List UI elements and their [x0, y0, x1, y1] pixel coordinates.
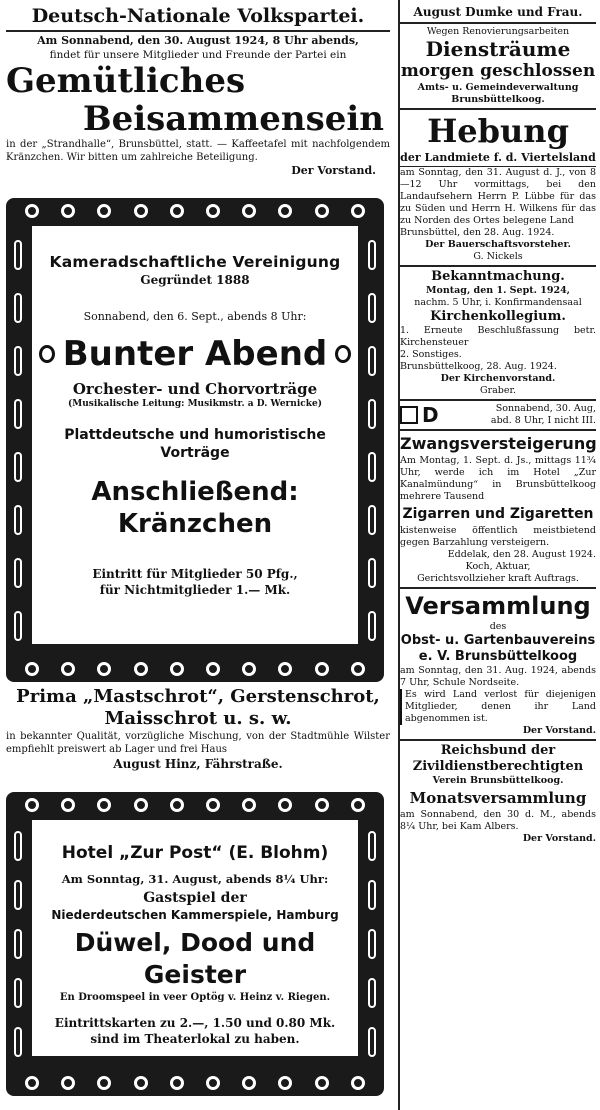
notice-signature: Koch, Aktuar, — [465, 561, 531, 572]
notice-line: nachm. 5 Uhr, i. Konfirmandensaal — [414, 297, 582, 308]
divider — [6, 30, 390, 32]
notice-item: 1. Erneute Beschlußfassung betr. Kirchensteuer — [400, 325, 596, 348]
ad-mastschrot — [6, 686, 390, 786]
notice-signature: Graber. — [479, 385, 516, 396]
notice-body: kistenweise öffentlich meistbietend gegen Barzahlung versteigern. — [400, 525, 596, 548]
ad-body: in der „Strandhalle“, Brunsbüttel, statt. — Kaffeetafel mit nachfolgendem Kränzchen. Wir bitten um zahlreiche Beteiligung. — [6, 139, 390, 163]
notice-hebung — [400, 112, 596, 263]
divider — [400, 739, 596, 741]
notice-line: Montag, den 1. Sept. 1924, — [426, 285, 570, 296]
notice-subheadline: e. V. Brunsbüttelkoog — [418, 649, 578, 664]
ornament-right — [365, 822, 379, 1066]
divider — [400, 429, 596, 431]
notice-d — [400, 403, 596, 427]
right-column — [400, 4, 596, 1106]
notice-line: abd. 8 Uhr, I nicht III. — [490, 415, 596, 426]
ad-kameradschaft — [30, 224, 360, 646]
notice-signature: Der Bauerschaftsvorsteher. — [425, 239, 571, 250]
ornament-bottom — [14, 1075, 376, 1091]
ad-subtitle: Gegründet 1888 — [140, 273, 250, 287]
ornament-bottom — [14, 661, 376, 677]
ad-price-line: sind im Theaterlokal zu haben. — [90, 1032, 300, 1046]
notice-headline: Bekanntmachung. — [431, 269, 565, 284]
notice-subheadline: Monatsversammlung — [409, 789, 587, 807]
notice-body: am Sonntag, den 31. August d. J., von 8—12 Uhr vormittags, bei den Landaufsehern Herrn P. Lübbe für das zu Süden und Herrn H. Wilkens für das zu Norden des Ortes belegene Land — [400, 167, 596, 226]
ad-headline-2: Beisammensein — [82, 99, 384, 139]
notice-headline: Zwangsversteigerung — [400, 434, 597, 453]
notice-line: Verein Brunsbüttelkoog. — [432, 775, 564, 786]
ad-kameradschaft-frame — [6, 198, 384, 682]
notice-subheadline: der Landmiete f. d. Viertelsland — [400, 151, 596, 164]
notice-bekanntmachung — [400, 269, 596, 397]
ad-sub-line: findet für unsere Mitglieder und Freunde der Partei ein — [49, 49, 347, 61]
ornament-left — [11, 228, 25, 652]
ad-title: Kameradschaftliche Vereinigung — [49, 253, 341, 271]
ad-body: in bekannter Qualität, vorzügliche Mischung, von der Stadtmühle Wilster empfiehlt preiswert ab Lager und frei Haus — [6, 731, 390, 755]
notice-subheadline: Zigarren und Zigaretten — [402, 506, 594, 522]
notice-signature: Der Kirchenvorstand. — [440, 373, 556, 384]
ad-line: En Droomspeel in veer Optög v. Heinz v. Riegen. — [59, 992, 331, 1003]
ad-date: Sonnabend, den 6. Sept., abends 8 Uhr: — [83, 310, 307, 323]
ad-headline-text: Bunter Abend — [62, 334, 328, 374]
notice-body: Es wird Land verlost für diejenigen Mitglieder, denen ihr Land abgenommen ist. — [400, 689, 596, 725]
ad-line: Orchester- und Chorvorträge — [72, 380, 318, 398]
ad-price-line: Eintrittskarten zu 2.—, 1.50 und 0.80 Mk. — [54, 1016, 336, 1030]
notice-signature: G. Nickels — [473, 251, 523, 262]
ad-headline-1: Gemütliches — [6, 61, 246, 101]
notice-signature: Der Vorstand. — [522, 725, 596, 736]
ornament-left — [11, 822, 25, 1066]
notice-line: Wegen Renovierungsarbeiten — [426, 26, 570, 37]
ad-date-line: Am Sonnabend, den 30. August 1924, 8 Uhr abends, — [37, 34, 359, 47]
notice-signature: Der Vorstand. — [522, 833, 596, 844]
notice-item: 2. Sonstiges. — [400, 349, 462, 360]
ad-price-line: Eintritt für Mitglieder 50 Pfg., — [92, 567, 298, 581]
left-column — [6, 4, 396, 1106]
ornament-icon — [39, 345, 55, 363]
divider — [400, 22, 596, 24]
notice-body: Am Montag, 1. Sept. d. Js., mittags 11¾ Uhr, werde ich im Hotel „Zur Kanalmündung“ in Brunsbüttelkoog mehrere Tausend — [400, 455, 596, 502]
ad-signature: Der Vorstand. — [291, 164, 376, 177]
ad-post — [30, 818, 360, 1058]
notice-subheadline: Obst- u. Gartenbauvereins — [400, 633, 596, 648]
notice-line: Brunsbüttelkoog. — [451, 94, 545, 105]
notice-dienstraeume — [400, 26, 596, 106]
notice-reichsbund — [400, 743, 596, 845]
notice-signature: Gerichtsvollzieher kraft Auftrags. — [417, 573, 579, 584]
ad-volkspartei — [6, 4, 390, 194]
ad-line: Gastspiel der — [143, 890, 247, 906]
ad-headline: Düwel, Dood und Geister — [74, 928, 316, 989]
ad-line: Plattdeutsche und humoristische Vorträge — [64, 427, 326, 461]
square-icon — [400, 406, 418, 424]
ad-title: Hotel „Zur Post“ (E. Blohm) — [61, 843, 329, 863]
divider — [400, 265, 596, 267]
ad-line-large: Anschließend: Kränzchen — [91, 477, 299, 539]
notice-headline: Versammlung — [405, 592, 591, 620]
ornament-icon — [335, 345, 351, 363]
ad-line: Niederdeutschen Kammerspiele, Hamburg — [51, 908, 339, 922]
ad-headline-2: Maisschrot u. s. w. — [104, 708, 292, 729]
notice-line: Amts- u. Gemeindeverwaltung — [417, 82, 579, 93]
d-letter: D — [422, 403, 439, 427]
divider — [400, 108, 596, 110]
notice-subheadline: Kirchenkollegium. — [430, 309, 566, 324]
ad-headline-1: Prima „Mastschrot“, Gerstenschrot, — [16, 686, 380, 707]
notice-headline: Hebung — [427, 112, 569, 150]
notice-body: am Sonntag, den 31. Aug. 1924, abends 7 Uhr, Schule Nordseite. — [400, 665, 596, 688]
ad-signature: August Hinz, Fährstraße. — [113, 757, 283, 771]
notice-zwangsversteigerung — [400, 433, 596, 585]
notice-dumke: August Dumke und Frau. — [413, 5, 583, 19]
notice-line: des — [489, 621, 507, 632]
divider — [400, 587, 596, 589]
ad-headline — [32, 334, 358, 374]
notice-headline: Reichsbund der — [440, 743, 556, 758]
ad-line: (Musikalische Leitung: Musikmstr. a D. Wernicke) — [68, 399, 322, 409]
notice-date: Eddelak, den 28. August 1924. — [447, 549, 596, 560]
ad-price-line: für Nichtmitglieder 1.— Mk. — [99, 583, 291, 597]
notice-line: Sonnabend, 30. Aug, — [495, 403, 596, 414]
notice-date: Brunsbüttelkoog, 28. Aug. 1924. — [400, 361, 557, 372]
ornament-top — [14, 797, 376, 813]
notice-headline: Diensträume — [425, 37, 571, 61]
notice-headline: Zivildienstberechtigten — [412, 759, 584, 774]
ad-title: Deutsch-Nationale Volkspartei. — [31, 5, 365, 27]
ad-post-frame — [6, 792, 384, 1096]
ornament-right — [365, 228, 379, 652]
ornament-top — [14, 203, 376, 219]
notice-date: Brunsbüttel, den 28. Aug. 1924. — [400, 227, 555, 238]
notice-versammlung — [400, 591, 596, 737]
ad-date: Am Sonntag, 31. August, abends 8¼ Uhr: — [61, 872, 329, 886]
divider — [400, 399, 596, 401]
notice-body: am Sonnabend, den 30 d. M., abends 8¼ Uhr, bei Kam Albers. — [400, 809, 596, 832]
notice-headline: morgen geschlossen — [400, 61, 596, 81]
